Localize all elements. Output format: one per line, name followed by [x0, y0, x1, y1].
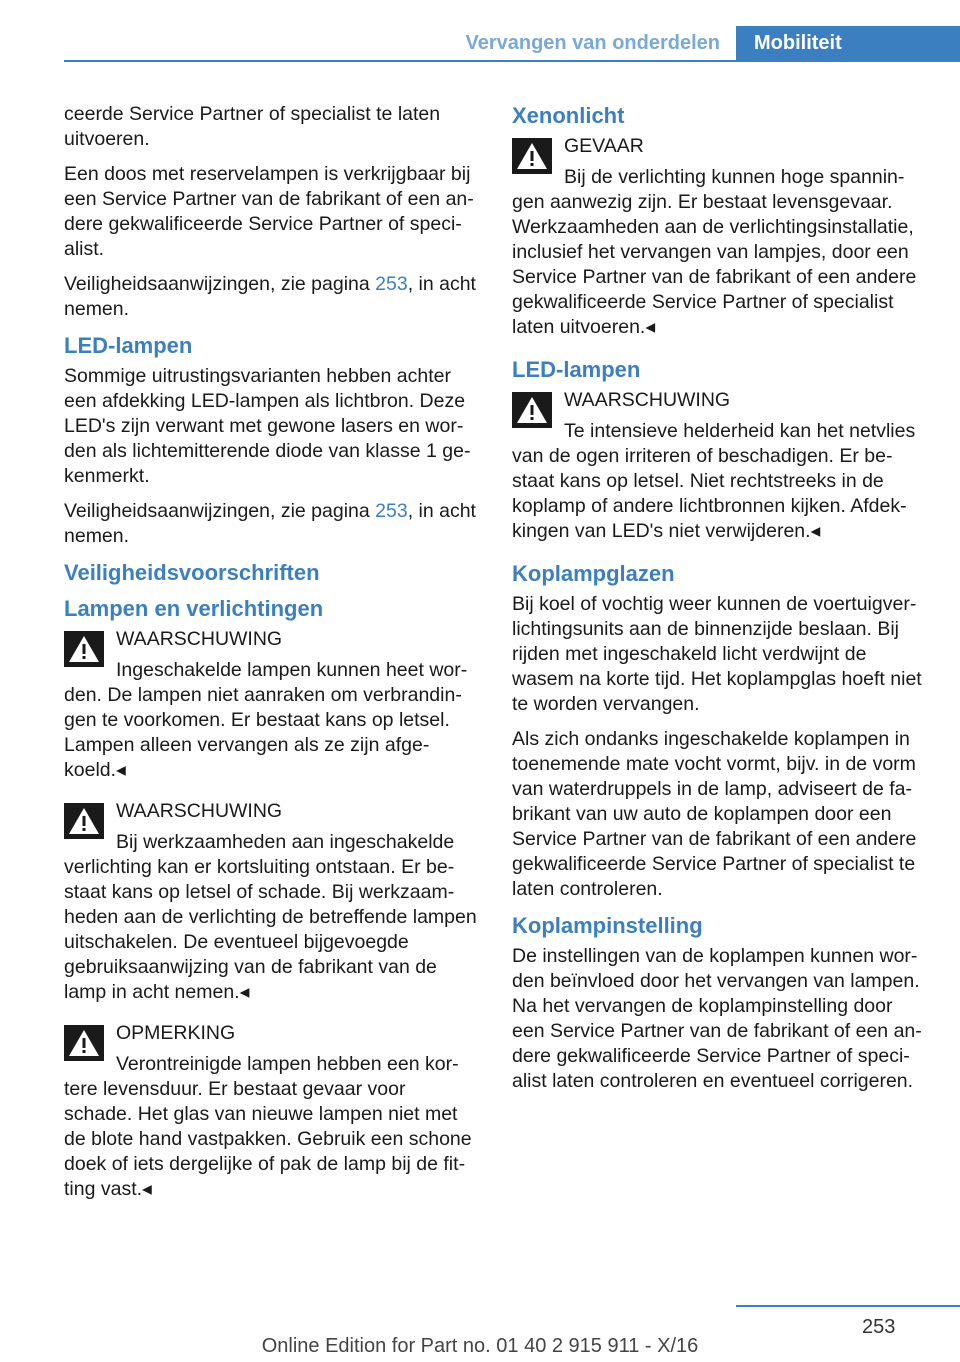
- note-title: OPMERKING: [116, 1022, 236, 1044]
- warning-triangle-icon: [512, 392, 552, 428]
- paragraph-glass-2: Als zich ondanks ingeschakelde koplampen in toenemende mate vocht vormt, bijv. in de vorm van waterdruppels in de lamp, adviseert de fabrikant van uw auto de koplampen door een Service Partner van de fabrikant of een andere gekwalificeerde Service Partner of specialist te laten controleren.: [512, 728, 917, 900]
- page-number: 253: [862, 1316, 896, 1338]
- note-text: Verontreinigde lampen hebben een kortere levensduur. Er bestaat gevaar voor schade. Het glas van nieuwe lampen niet met de blote hand vastpakken. Gebruik een schone doek of iets dergelijke of pak de lamp bij de fitting vast.◂: [64, 1053, 472, 1200]
- edition-footer: Online Edition for Part no. 01 40 2 915 911 - X/16: [261, 1335, 699, 1357]
- paragraph-led-lamps: Sommige uitrustingsvarianten hebben achter een afdekking LED-lampen als lichtbron. Deze LED's zijn verwant met gewone lasers en worden als lichtemitterende diode van klasse 1 gekenmerkt.: [64, 365, 471, 487]
- right-column: [512, 102, 926, 1104]
- heading-led-lamps-right: LED-lampen: [512, 357, 641, 382]
- heading-headlamp-setting: Koplampinstelling: [512, 913, 703, 938]
- heading-safety-rules: Veiligheidsvoorschriften: [64, 560, 320, 585]
- danger-title: GEVAAR: [564, 135, 644, 157]
- warning-block-2: [64, 799, 478, 1005]
- heading-xenon: Xenonlicht: [512, 103, 625, 128]
- paragraph-glass-1: Bij koel of vochtig weer kunnen de voertuigverlichtingsunits aan de binnenzijde beslaan. Bij rijden met ingeschakeld licht verdwijnt de wasem na korte tijd. Het koplampglas hoeft niet te worden vervangen.: [512, 593, 922, 715]
- page-link-253[interactable]: 253: [375, 500, 408, 522]
- heading-lamps-lighting: Lampen en verlichtingen: [64, 596, 324, 621]
- warning-title: WAARSCHUWING: [116, 800, 283, 822]
- warning-block-1: [64, 627, 478, 783]
- page-header: [0, 0, 960, 62]
- left-column: [64, 102, 478, 1218]
- note-block: [64, 1021, 478, 1202]
- paragraph-continuation: ceerde Service Partner of specialist te laten uitvoeren.: [64, 103, 441, 150]
- warning-triangle-icon: [64, 1025, 104, 1061]
- footer-rule: [736, 1305, 960, 1307]
- paragraph-setting: De instellingen van de koplampen kunnen worden beïnvloed door het vervangen van lampen. Na het vervangen de koplampinstelling door een Service Partner van de fabrikant of een andere gekwalificeerde Service Partner of specialist laten controleren en eventueel corrigeren.: [512, 945, 922, 1092]
- warning-triangle-icon: [512, 138, 552, 174]
- chapter-tab: Mobiliteit: [736, 26, 960, 62]
- heading-headlamp-glass: Koplampglazen: [512, 561, 675, 586]
- warning-triangle-icon: [64, 803, 104, 839]
- paragraph-safety-ref-1: Veiligheidsaanwijzingen, zie pagina 253, in acht nemen.: [64, 273, 476, 320]
- paragraph-spare-lamps: Een doos met reservelampen is verkrijgbaar bij een Service Partner van de fabrikant of een andere gekwalificeerde Service Partner of specialist.: [64, 163, 474, 260]
- danger-text: Bij de verlichting kunnen hoge spanningen aanwezig zijn. Er bestaat levensgevaar. Werkzaamheden aan de verlichtingsinstallatie, inclusief het vervangen van lampjes, door een Service Partner van de fabrikant of een andere gekwalificeerde Service Partner of specialist laten uitvoeren.◂: [512, 166, 917, 338]
- paragraph-safety-ref-2: Veiligheidsaanwijzingen, zie pagina 253, in acht nemen.: [64, 500, 476, 547]
- page-link-253[interactable]: 253: [375, 273, 408, 295]
- warning-text: Te intensieve helderheid kan het netvlies van de ogen irriteren of beschadigen. Er bestaat kans op letsel. Niet rechtstreeks in de koplamp of andere lichtbronnen kijken. Afdekkingen van LED's niet verwijderen.◂: [512, 420, 916, 542]
- warning-title: WAARSCHUWING: [564, 389, 731, 411]
- danger-block: [512, 134, 926, 340]
- section-title: Vervangen van onderdelen: [64, 26, 736, 62]
- heading-led-lamps: LED-lampen: [64, 333, 193, 358]
- warning-triangle-icon: [64, 631, 104, 667]
- warning-text: Ingeschakelde lampen kunnen heet worden. De lampen niet aanraken om verbrandingen te voorkomen. Er bestaat kans op letsel. Lampen alleen vervangen als ze zijn afgekoeld.◂: [64, 659, 468, 781]
- warning-text: Bij werkzaamheden aan ingeschakelde verlichting kan er kortsluiting ontstaan. Er bestaat kans op letsel of schade. Bij werkzaamheden aan de verlichting de betreffende lampen uitschakelen. De eventueel bijgevoegde gebruiksaanwijzing van de fabrikant van de lamp in acht nemen.◂: [64, 831, 477, 1003]
- warning-title: WAARSCHUWING: [116, 628, 283, 650]
- warning-block-3: [512, 388, 926, 544]
